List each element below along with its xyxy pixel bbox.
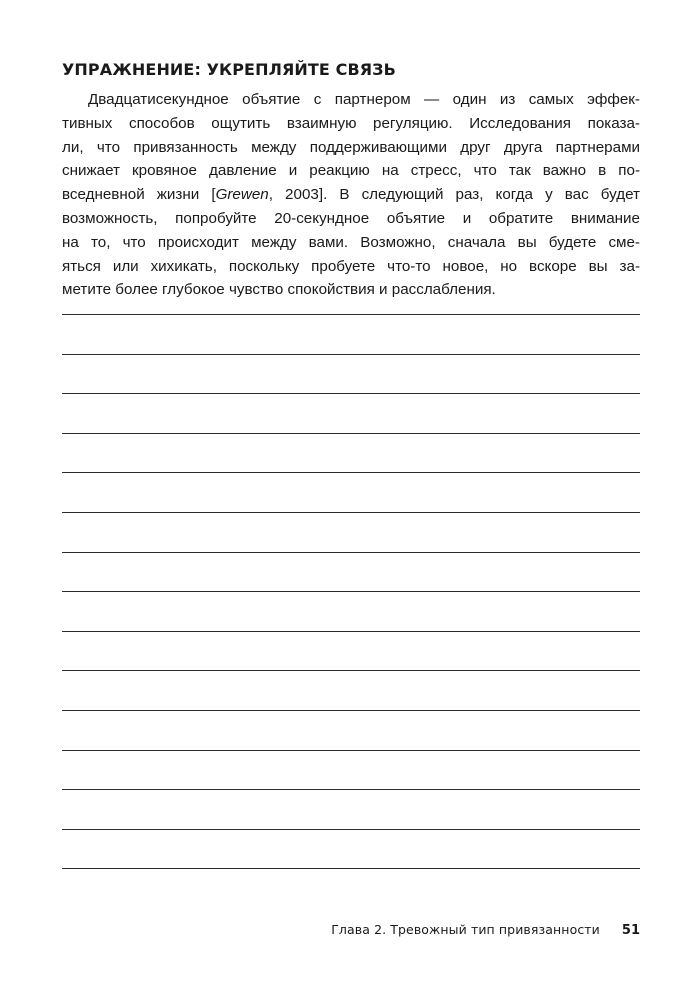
text-line: тивных способов ощутить взаимную регуляцию. Исследования показа- bbox=[62, 114, 640, 132]
exercise-paragraph bbox=[62, 88, 640, 302]
writing-rule bbox=[62, 354, 640, 355]
running-footer-chapter: Глава 2. Тревожный тип привязанности bbox=[331, 922, 600, 937]
text-line: метите более глубокое чувство спокойствия и расслабления. bbox=[62, 281, 496, 299]
writing-rule bbox=[62, 750, 640, 751]
writing-rule bbox=[62, 710, 640, 711]
writing-lines bbox=[62, 314, 640, 908]
writing-rule bbox=[62, 433, 640, 434]
writing-rule bbox=[62, 868, 640, 869]
writing-rule bbox=[62, 472, 640, 473]
writing-rule bbox=[62, 789, 640, 790]
text-line: яться или хихикать, поскольку пробуете что-то новое, но вскоре вы за- bbox=[62, 257, 640, 275]
text-line: возможность, попробуйте 20-секундное объятие и обратите внимание bbox=[62, 209, 640, 227]
writing-rule bbox=[62, 512, 640, 513]
writing-rule bbox=[62, 829, 640, 830]
text-line: ли, что привязанность между поддерживающими друг друга партнерами bbox=[62, 138, 640, 156]
page-footer bbox=[331, 922, 640, 938]
writing-rule bbox=[62, 631, 640, 632]
page-number: 51 bbox=[621, 923, 640, 938]
text-line: на то, что происходит между вами. Возможно, сначала вы будете сме- bbox=[62, 233, 640, 251]
exercise-heading: УПРАЖНЕНИЕ: УКРЕПЛЯЙТЕ СВЯЗЬ bbox=[62, 60, 396, 79]
writing-rule bbox=[62, 670, 640, 671]
writing-rule bbox=[62, 552, 640, 553]
text-line: Двадцатисекундное объятие с партнером — один из самых эффек- bbox=[88, 91, 640, 108]
writing-rule bbox=[62, 591, 640, 592]
citation-author: Grewen bbox=[215, 186, 269, 204]
text-segment: , 2003]. В следующий раз, когда у вас будет bbox=[268, 186, 640, 204]
text-line: снижает кровяное давление и реакцию на стресс, что так важно в по- bbox=[62, 162, 640, 180]
text-segment: вседневной жизни [ bbox=[62, 186, 216, 204]
text-line-with-citation bbox=[62, 183, 640, 207]
writing-rule bbox=[62, 314, 640, 315]
writing-rule bbox=[62, 393, 640, 394]
